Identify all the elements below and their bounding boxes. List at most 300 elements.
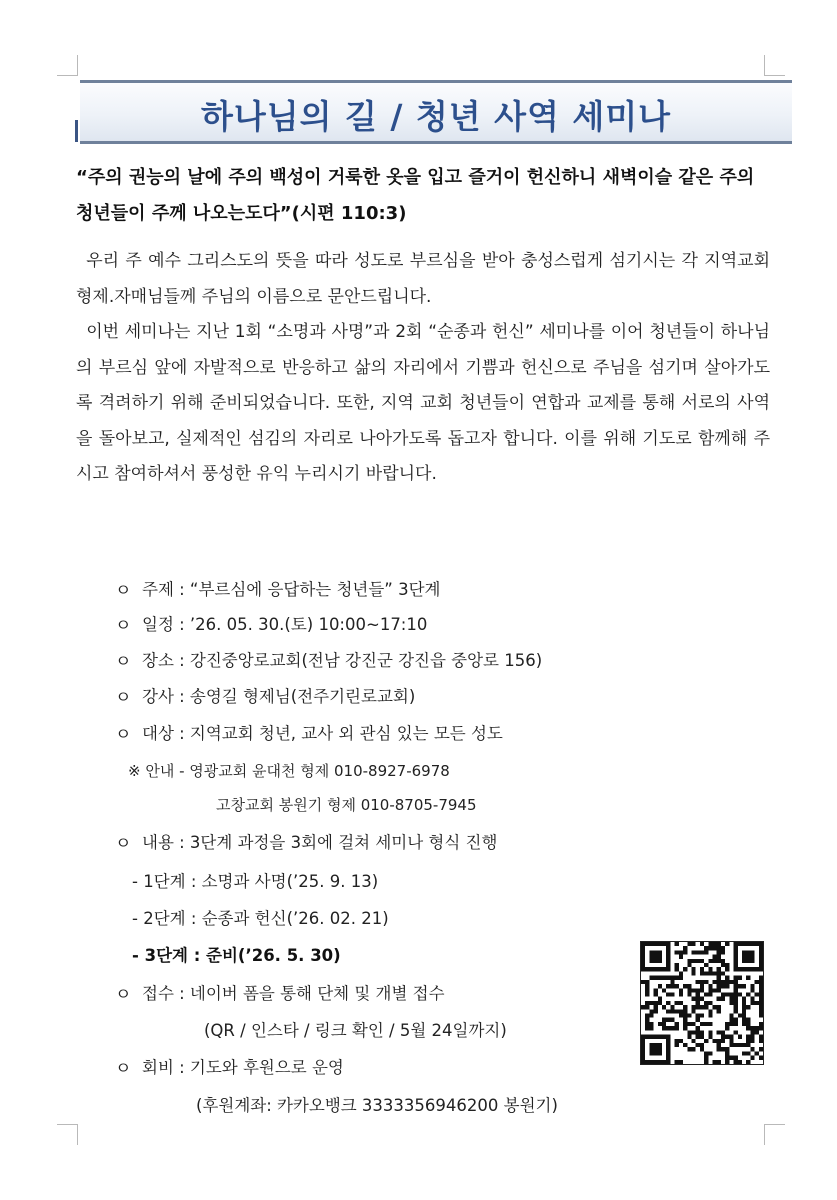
- qr-module: [654, 992, 658, 996]
- qr-module: [679, 988, 683, 992]
- qr-module: [734, 976, 738, 980]
- qr-module: [641, 967, 645, 971]
- qr-module: [713, 942, 717, 946]
- bullet-icon: ㅇ: [115, 985, 132, 1005]
- qr-module: [734, 1018, 738, 1022]
- qr-module: [687, 942, 691, 946]
- qr-module: [687, 1047, 691, 1051]
- qr-module: [717, 1060, 721, 1064]
- qr-module: [742, 959, 746, 963]
- qr-module: [645, 1060, 649, 1064]
- qr-module: [658, 1051, 662, 1055]
- qr-module: [666, 1001, 670, 1005]
- qr-module: [679, 1060, 683, 1064]
- qr-module: [654, 1005, 658, 1009]
- qr-module: [696, 988, 700, 992]
- title-accent-bar: [75, 120, 78, 142]
- qr-module: [641, 1043, 645, 1047]
- qr-module: [641, 1039, 645, 1043]
- qr-module: [717, 988, 721, 992]
- qr-module: [654, 1043, 658, 1047]
- qr-module: [717, 1039, 721, 1043]
- qr-module: [759, 1026, 763, 1030]
- qr-module: [641, 946, 645, 950]
- qr-module: [750, 959, 754, 963]
- bullet-icon: ㅇ: [115, 652, 132, 672]
- qr-module: [687, 992, 691, 996]
- page-corner-mark-top-right: [764, 55, 785, 76]
- qr-module: [696, 1014, 700, 1018]
- qr-module: [750, 955, 754, 959]
- qr-module: [649, 1001, 653, 1005]
- qr-module: [687, 1035, 691, 1039]
- qr-module: [708, 1030, 712, 1034]
- qr-module: [666, 959, 670, 963]
- qr-module: [662, 988, 666, 992]
- qr-module: [691, 1005, 695, 1009]
- qr-module: [750, 988, 754, 992]
- qr-module: [654, 976, 658, 980]
- qr-module: [658, 959, 662, 963]
- qr-module: [717, 1047, 721, 1051]
- qr-module: [666, 1026, 670, 1030]
- qr-module: [734, 1022, 738, 1026]
- qr-module: [679, 1001, 683, 1005]
- qr-module: [713, 1060, 717, 1064]
- qr-module: [641, 1060, 645, 1064]
- qr-module: [717, 976, 721, 980]
- qr-module: [658, 1043, 662, 1047]
- qr-module: [704, 1022, 708, 1026]
- qr-module: [759, 946, 763, 950]
- qr-module: [738, 1043, 742, 1047]
- qr-module: [717, 984, 721, 988]
- qr-module: [691, 950, 695, 954]
- qr-module: [734, 963, 738, 967]
- qr-module: [729, 1056, 733, 1060]
- qr-module: [725, 1022, 729, 1026]
- qr-module: [734, 1056, 738, 1060]
- qr-module: [658, 950, 662, 954]
- qr-module: [725, 992, 729, 996]
- qr-module: [729, 980, 733, 984]
- qr-module: [700, 1022, 704, 1026]
- qr-module: [691, 967, 695, 971]
- qr-module: [717, 1005, 721, 1009]
- qr-module: [708, 967, 712, 971]
- qr-module: [734, 988, 738, 992]
- qr-module: [750, 997, 754, 1001]
- qr-module: [666, 950, 670, 954]
- qr-module: [662, 976, 666, 980]
- qr-module: [759, 1014, 763, 1018]
- qr-module: [734, 1001, 738, 1005]
- qr-module: [641, 1051, 645, 1055]
- qr-module: [649, 1043, 653, 1047]
- qr-module: [662, 1035, 666, 1039]
- page-corner-mark-bottom-right: [764, 1124, 785, 1145]
- qr-module: [729, 997, 733, 1001]
- qr-module: [742, 942, 746, 946]
- qr-module: [755, 942, 759, 946]
- qr-module: [675, 1009, 679, 1013]
- qr-module: [675, 1001, 679, 1005]
- qr-module: [649, 950, 653, 954]
- qr-module: [700, 1035, 704, 1039]
- qr-module: [683, 984, 687, 988]
- qr-module: [721, 1030, 725, 1034]
- qr-module: [759, 976, 763, 980]
- qr-module: [679, 950, 683, 954]
- bullet-icon: ㅇ: [115, 725, 132, 745]
- qr-module: [717, 959, 721, 963]
- qr-module: [675, 984, 679, 988]
- qr-module: [666, 984, 670, 988]
- qr-module: [654, 959, 658, 963]
- qr-module: [700, 1043, 704, 1047]
- qr-module: [721, 980, 725, 984]
- qr-module: [704, 1005, 708, 1009]
- qr-module: [696, 1035, 700, 1039]
- qr-module: [738, 967, 742, 971]
- qr-module: [675, 963, 679, 967]
- qr-module: [649, 955, 653, 959]
- qr-module: [675, 950, 679, 954]
- qr-module: [750, 1030, 754, 1034]
- qr-code-graphic: [641, 942, 763, 1064]
- qr-module: [675, 942, 679, 946]
- qr-module: [742, 1001, 746, 1005]
- qr-module: [721, 946, 725, 950]
- qr-module: [708, 942, 712, 946]
- qr-module: [675, 1039, 679, 1043]
- qr-module: [662, 967, 666, 971]
- qr-module: [746, 992, 750, 996]
- qr-module: [691, 1047, 695, 1051]
- qr-module: [645, 1022, 649, 1026]
- qr-module: [649, 1035, 653, 1039]
- qr-module: [746, 950, 750, 954]
- qr-module: [734, 992, 738, 996]
- qr-module: [717, 1009, 721, 1013]
- qr-module: [742, 1043, 746, 1047]
- qr-module: [750, 1035, 754, 1039]
- qr-module: [645, 942, 649, 946]
- qr-module: [708, 971, 712, 975]
- qr-module: [713, 959, 717, 963]
- qr-module: [734, 955, 738, 959]
- qr-module: [729, 1014, 733, 1018]
- qr-module: [721, 984, 725, 988]
- qr-module: [683, 967, 687, 971]
- qr-module: [641, 955, 645, 959]
- qr-module: [738, 942, 742, 946]
- qr-module: [700, 959, 704, 963]
- qr-module: [746, 1035, 750, 1039]
- qr-module: [641, 1056, 645, 1060]
- qr-module: [670, 1018, 674, 1022]
- qr-module: [725, 1047, 729, 1051]
- qr-module: [717, 1030, 721, 1034]
- qr-module: [649, 959, 653, 963]
- qr-module: [691, 971, 695, 975]
- qr-module: [670, 992, 674, 996]
- qr-module: [717, 971, 721, 975]
- qr-module: [687, 963, 691, 967]
- qr-module: [691, 997, 695, 1001]
- qr-module: [641, 980, 645, 984]
- qr-module: [641, 1005, 645, 1009]
- bullet-icon: ㅇ: [115, 616, 132, 636]
- qr-module: [641, 1035, 645, 1039]
- qr-module: [704, 946, 708, 950]
- qr-module: [654, 1060, 658, 1064]
- qr-module: [691, 988, 695, 992]
- qr-module: [759, 1001, 763, 1005]
- qr-module: [683, 1005, 687, 1009]
- qr-module: [704, 1039, 708, 1043]
- qr-module: [645, 988, 649, 992]
- qr-module: [696, 1043, 700, 1047]
- qr-module: [713, 971, 717, 975]
- qr-module: [708, 1022, 712, 1026]
- qr-module: [645, 984, 649, 988]
- qr-module: [700, 980, 704, 984]
- qr-module: [717, 997, 721, 1001]
- qr-module: [691, 1039, 695, 1043]
- qr-module: [708, 959, 712, 963]
- page-title: 하나님의 길 / 청년 사역 세미나: [200, 97, 672, 136]
- qr-module: [683, 1026, 687, 1030]
- qr-module: [704, 1001, 708, 1005]
- qr-module: [729, 1039, 733, 1043]
- qr-module: [666, 967, 670, 971]
- qr-module: [654, 950, 658, 954]
- qr-module: [742, 997, 746, 1001]
- qr-module: [683, 1043, 687, 1047]
- qr-module: [649, 942, 653, 946]
- qr-module: [700, 950, 704, 954]
- qr-module: [755, 967, 759, 971]
- qr-module: [679, 1009, 683, 1013]
- qr-module: [704, 950, 708, 954]
- qr-module: [721, 959, 725, 963]
- qr-module: [750, 950, 754, 954]
- qr-module: [759, 959, 763, 963]
- qr-module: [708, 946, 712, 950]
- qr-module: [734, 946, 738, 950]
- qr-module: [675, 976, 679, 980]
- qr-module: [700, 997, 704, 1001]
- qr-module: [696, 1026, 700, 1030]
- qr-module: [750, 1026, 754, 1030]
- qr-module: [700, 971, 704, 975]
- qr-module: [725, 1056, 729, 1060]
- qr-module: [725, 984, 729, 988]
- qr-module: [759, 980, 763, 984]
- qr-module: [654, 967, 658, 971]
- qr-module: [662, 1060, 666, 1064]
- qr-module: [679, 976, 683, 980]
- qr-module: [654, 1009, 658, 1013]
- qr-module: [759, 950, 763, 954]
- qr-module: [742, 955, 746, 959]
- qr-module: [666, 976, 670, 980]
- qr-module: [666, 1009, 670, 1013]
- qr-module: [662, 1005, 666, 1009]
- qr-module: [641, 950, 645, 954]
- qr-module: [654, 942, 658, 946]
- qr-module: [759, 997, 763, 1001]
- qr-module: [717, 967, 721, 971]
- qr-module: [666, 942, 670, 946]
- qr-module: [645, 1001, 649, 1005]
- qr-module: [755, 992, 759, 996]
- qr-module: [746, 1039, 750, 1043]
- qr-module: [645, 1014, 649, 1018]
- qr-module: [750, 967, 754, 971]
- qr-module: [750, 1039, 754, 1043]
- qr-module: [746, 1060, 750, 1064]
- qr-module: [691, 942, 695, 946]
- qr-module: [670, 980, 674, 984]
- qr-module: [738, 992, 742, 996]
- qr-module: [713, 980, 717, 984]
- qr-module: [687, 1014, 691, 1018]
- qr-module: [734, 1005, 738, 1009]
- qr-module: [759, 992, 763, 996]
- qr-module: [670, 984, 674, 988]
- qr-module: [645, 1005, 649, 1009]
- qr-module: [645, 992, 649, 996]
- qr-module: [746, 1026, 750, 1030]
- qr-module: [649, 1051, 653, 1055]
- qr-module: [713, 955, 717, 959]
- qr-module: [658, 997, 662, 1001]
- qr-module: [670, 1005, 674, 1009]
- qr-module: [734, 980, 738, 984]
- qr-module: [649, 967, 653, 971]
- qr-module: [670, 1009, 674, 1013]
- qr-module: [746, 967, 750, 971]
- qr-module: [742, 1009, 746, 1013]
- qr-module: [654, 988, 658, 992]
- qr-module: [696, 992, 700, 996]
- qr-module: [658, 1035, 662, 1039]
- bible-verse: “주의 권능의 날에 주의 백성이 거룩한 옷을 입고 즐거이 헌신하니 새벽이슬 같은 주의 청년들이 주께 나오는도다”(시편 110:3): [76, 167, 755, 224]
- qr-module: [750, 1001, 754, 1005]
- qr-module: [666, 1056, 670, 1060]
- qr-module: [683, 1018, 687, 1022]
- qr-module: [746, 1022, 750, 1026]
- qr-module: [696, 950, 700, 954]
- qr-module: [649, 1026, 653, 1030]
- qr-module: [649, 1060, 653, 1064]
- qr-module: [658, 976, 662, 980]
- qr-module: [759, 988, 763, 992]
- qr-module: [675, 1043, 679, 1047]
- qr-module: [717, 1043, 721, 1047]
- qr-module: [738, 1060, 742, 1064]
- qr-module: [654, 1035, 658, 1039]
- qr-module: [725, 1035, 729, 1039]
- qr-module: [662, 1018, 666, 1022]
- qr-module: [700, 988, 704, 992]
- qr-module: [696, 997, 700, 1001]
- qr-module: [649, 1047, 653, 1051]
- qr-module: [666, 992, 670, 996]
- qr-module: [641, 963, 645, 967]
- qr-module: [746, 1051, 750, 1055]
- qr-code-icon[interactable]: [640, 941, 764, 1065]
- qr-module: [750, 1056, 754, 1060]
- qr-module: [755, 1051, 759, 1055]
- qr-module: [738, 976, 742, 980]
- qr-module: [742, 1005, 746, 1009]
- bullet-icon: ㅇ: [115, 834, 132, 854]
- qr-module: [700, 1014, 704, 1018]
- qr-module: [666, 1047, 670, 1051]
- qr-module: [742, 1018, 746, 1022]
- qr-module: [742, 967, 746, 971]
- qr-module: [759, 942, 763, 946]
- qr-module: [721, 963, 725, 967]
- qr-module: [742, 1051, 746, 1055]
- intro-body: [76, 244, 770, 493]
- qr-module: [666, 963, 670, 967]
- qr-module: [700, 1030, 704, 1034]
- qr-module: [687, 984, 691, 988]
- qr-module: [666, 1060, 670, 1064]
- qr-module: [746, 976, 750, 980]
- qr-module: [687, 1030, 691, 1034]
- qr-module: [738, 984, 742, 988]
- qr-module: [738, 1014, 742, 1018]
- qr-module: [734, 959, 738, 963]
- qr-module: [708, 1001, 712, 1005]
- qr-module: [721, 1035, 725, 1039]
- qr-module: [704, 980, 708, 984]
- qr-module: [725, 976, 729, 980]
- qr-module: [717, 950, 721, 954]
- qr-module: [746, 1043, 750, 1047]
- qr-module: [729, 1001, 733, 1005]
- qr-module: [649, 976, 653, 980]
- qr-module: [679, 1039, 683, 1043]
- qr-module: [746, 955, 750, 959]
- qr-module: [713, 1039, 717, 1043]
- qr-module: [662, 1022, 666, 1026]
- qr-module: [675, 1026, 679, 1030]
- qr-module: [755, 1026, 759, 1030]
- qr-module: [691, 1022, 695, 1026]
- qr-module: [721, 1039, 725, 1043]
- qr-module: [725, 967, 729, 971]
- qr-module: [708, 992, 712, 996]
- qr-module: [666, 955, 670, 959]
- qr-module: [746, 942, 750, 946]
- qr-module: [641, 959, 645, 963]
- qr-module: [696, 1030, 700, 1034]
- qr-module: [696, 980, 700, 984]
- qr-module: [750, 1047, 754, 1051]
- qr-module: [708, 1051, 712, 1055]
- bullet-icon: ㅇ: [115, 581, 132, 601]
- qr-module: [654, 1051, 658, 1055]
- qr-module: [700, 942, 704, 946]
- qr-module: [721, 992, 725, 996]
- qr-module: [679, 971, 683, 975]
